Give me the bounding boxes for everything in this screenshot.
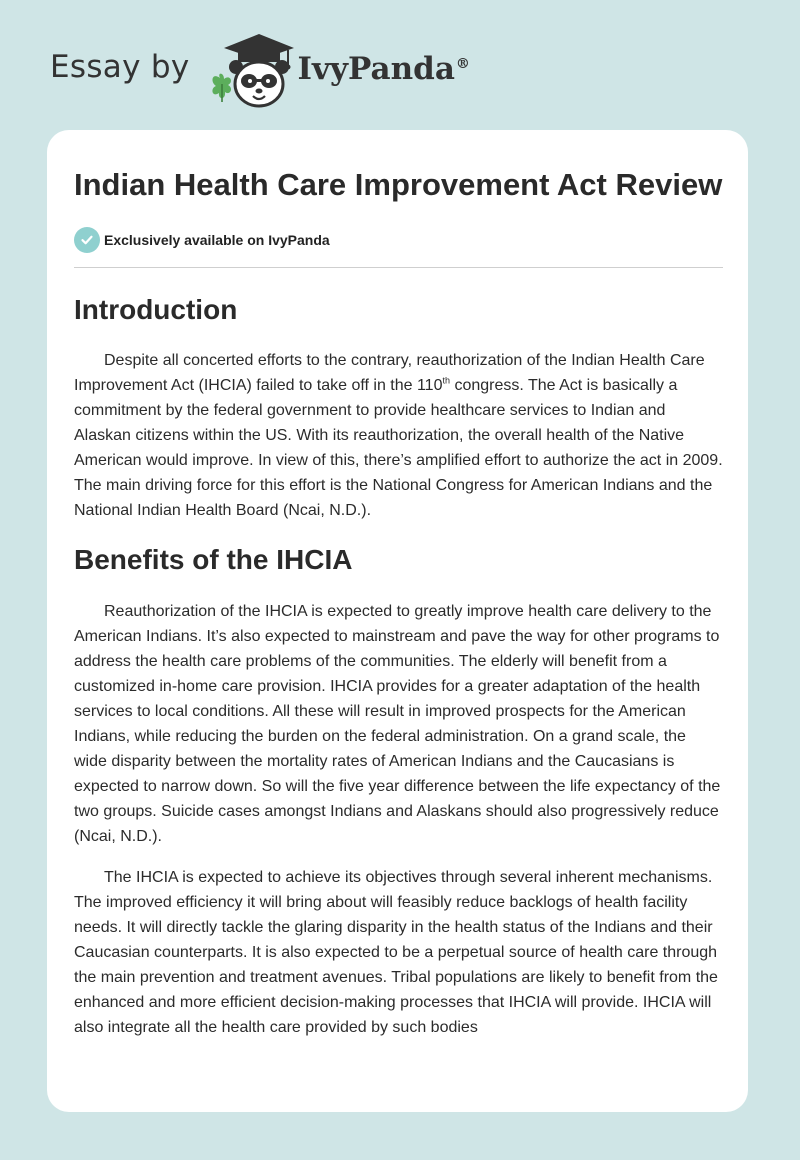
exclusive-label: Exclusively available on IvyPanda (104, 232, 330, 248)
paragraph: Despite all concerted efforts to the contrary, reauthorization of the Indian Health Care Improvement Act (IHCIA) failed to take off in the 110th congress. The Act is basically a commitment by the federal government to provide healthcare services to Indian and Alaskan citizens within the US. With its reauthorization, the overall health of the Native American would improve. In view of this, there’s amplified effort to authorize the act in 2009. The main driving force for this effort is the National Congress for American Indians and the National Indian Health Board (Ncai, N.D.). (74, 352, 723, 519)
section-heading-benefits: Benefits of the IHCIA (74, 544, 353, 575)
ivy-leaf-icon (212, 74, 231, 102)
site-logo[interactable] (50, 30, 470, 110)
paragraph: The IHCIA is expected to achieve its objectives through several inherent mechanisms. The improved efficiency it will bring about will feasibly reduce backlogs of health facility needs. It will directly tackle the glaring disparity in the health status of the Indians and their Caucasian counterparts. It is also expected to be a perpetual source of health care through the main prevention and treatment avenues. Tribal populations are likely to benefit from the enhanced and more efficient decision-making processes that IHCIA will provide. IHCIA will also integrate all the health care provided by such bodies (74, 869, 718, 1036)
article-content (74, 130, 723, 1040)
brand-name: IvyPanda® (297, 51, 470, 87)
panda-graduate-icon (204, 30, 294, 110)
paragraph: Reauthorization of the IHCIA is expected to greatly improve health care delivery to the American Indians. It’s also expected to mainstream and pave the way for other programs to address the health care problems of the communities. The elderly will benefit from a customized in-home care provision. IHCIA provides for a greater adaptation of the health services to local conditions. All these will result in improved prospects for the American Indians, while reducing the burden on the federal administration. On a grand scale, the wide disparity between the mortality rates of American Indians and the Caucasians is expected to narrow down. So will the five year difference between the life expectancy of the two groups. Suicide cases amongst Indians and Alaskans should also progressively reduce (Ncai, N.D.). (74, 603, 721, 845)
ordinal-suffix: th (442, 375, 450, 386)
section-heading-introduction: Introduction (74, 294, 238, 325)
article-card (47, 130, 748, 1112)
check-icon (74, 227, 100, 253)
exclusive-badge (74, 226, 723, 254)
article-title: Indian Health Care Improvement Act Review (74, 167, 723, 202)
divider (74, 267, 723, 268)
registered-mark: ® (455, 55, 470, 72)
brand-prefix: Essay by (50, 49, 190, 85)
